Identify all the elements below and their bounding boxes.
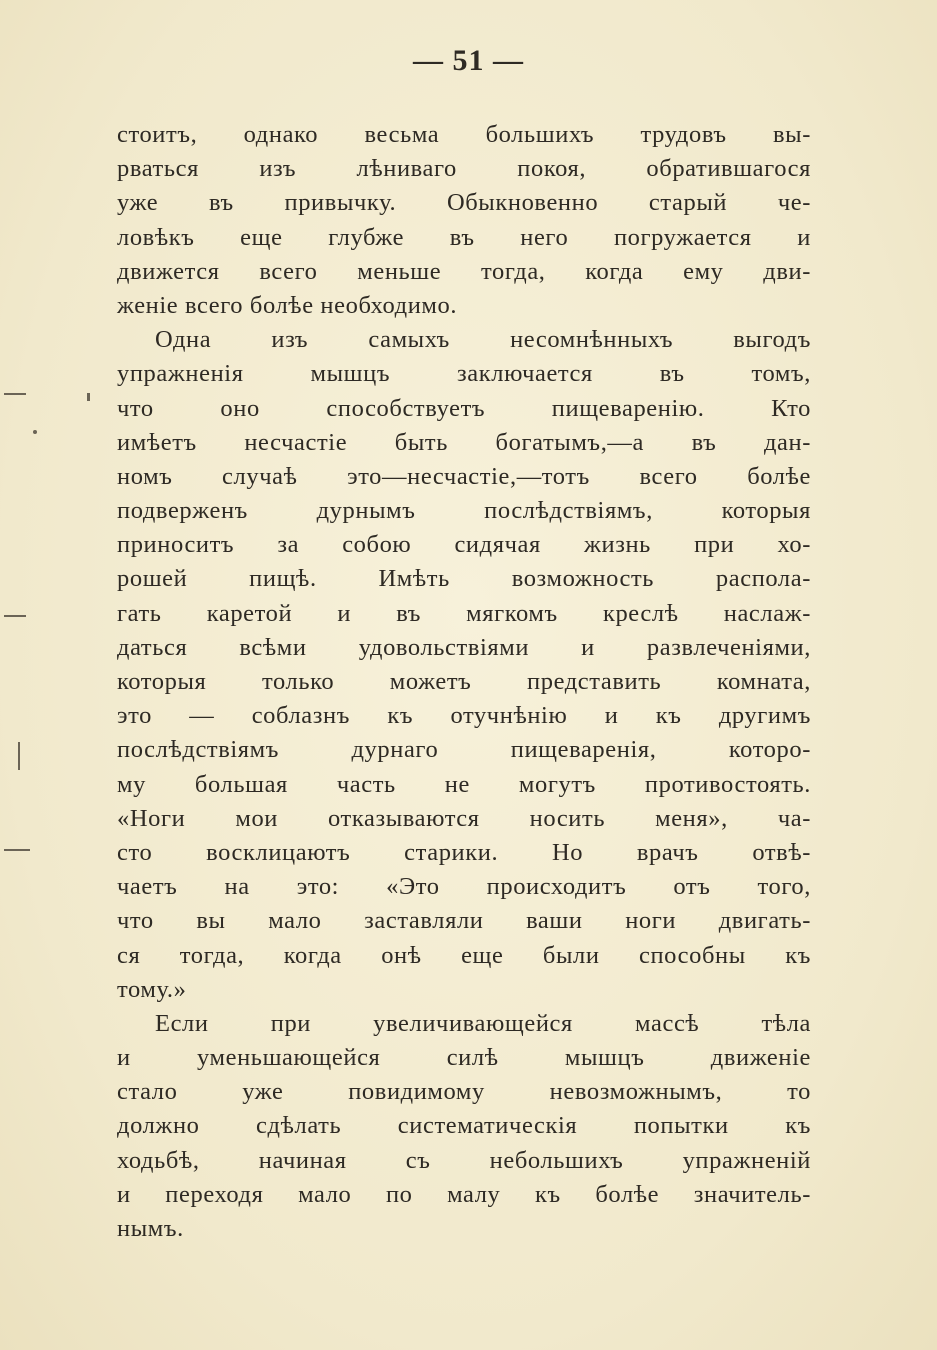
text-line: приноситъ за собою сидячая жизнь при хо- <box>117 531 811 559</box>
text-line: «Ноги мои отказываются носить меня», ча- <box>117 804 811 832</box>
text-line: стало уже повидимому невозможнымъ, то <box>117 1078 811 1106</box>
text-line: и переходя мало по малу къ болѣе значитель- <box>117 1180 811 1208</box>
text-line: и уменьшающейся силѣ мышцъ движеніе <box>117 1044 811 1072</box>
text-line: Одна изъ самыхъ несомнѣнныхъ выгодъ <box>155 326 811 354</box>
text-line: упражненія мышцъ заключается въ томъ, <box>117 360 811 388</box>
text-line: это — соблазнъ къ отучнѣнію и къ другимъ <box>117 702 811 730</box>
text-line: уже въ привычку. Обыкновенно старый че- <box>117 189 811 217</box>
text-line: нымъ. <box>117 1215 184 1242</box>
text-line: стоитъ, однако весьма большихъ трудовъ вы- <box>117 121 811 148</box>
page-number: — 51 — <box>413 44 524 77</box>
body-text <box>117 118 811 1246</box>
text-line: ловѣкъ еще глубже въ него погружается и <box>117 223 811 251</box>
text-line: тому.» <box>117 975 187 1003</box>
text-line: что оно способствуетъ пищеваренію. Кто <box>117 394 811 422</box>
text-line: которыя только можетъ представить комната, <box>117 668 811 695</box>
text-line: должно сдѣлать систематическія попытки къ <box>117 1112 811 1140</box>
text-line: му большая часть не могутъ противостоять. <box>117 770 811 798</box>
text-line: движется всего меньше тогда, когда ему дви- <box>117 257 811 285</box>
text-line: Если при увеличивающейся массѣ тѣла <box>155 1009 811 1037</box>
text-line: рваться изъ лѣниваго покоя, обратившагося <box>117 155 811 183</box>
text-line: ся тогда, когда онѣ еще были способны къ <box>117 941 811 969</box>
text-line: гать каретой и въ мягкомъ креслѣ наслаж- <box>117 599 811 627</box>
margin-mark <box>4 849 30 851</box>
margin-dot <box>87 393 90 401</box>
text-line: имѣетъ несчастіе быть богатымъ,—а въ дан- <box>117 428 811 456</box>
margin-mark <box>4 615 26 617</box>
text-line: послѣдствіямъ дурнаго пищеваренія, которо- <box>117 736 811 764</box>
text-line: женіе всего болѣе необходимо. <box>117 291 458 319</box>
text-line: подверженъ дурнымъ послѣдствіямъ, которыя <box>117 497 811 525</box>
text-line: сто восклицаютъ старики. Но врачъ отвѣ- <box>117 838 811 866</box>
text-line: даться всѣми удовольствіями и развлеченіями, <box>117 633 811 661</box>
margin-mark <box>18 742 20 770</box>
text-line: ходьбѣ, начиная съ небольшихъ упражненій <box>117 1146 811 1174</box>
text-line: что вы мало заставляли ваши ноги двигать- <box>117 907 811 935</box>
margin-dot <box>33 430 37 434</box>
margin-mark <box>4 393 26 395</box>
text-line: номъ случаѣ это—несчастіе,—тотъ всего болѣе <box>117 462 811 490</box>
text-line: чаетъ на это: «Это происходитъ отъ того, <box>117 873 811 901</box>
text-line: рошей пищѣ. Имѣть возможность распола- <box>117 565 811 593</box>
